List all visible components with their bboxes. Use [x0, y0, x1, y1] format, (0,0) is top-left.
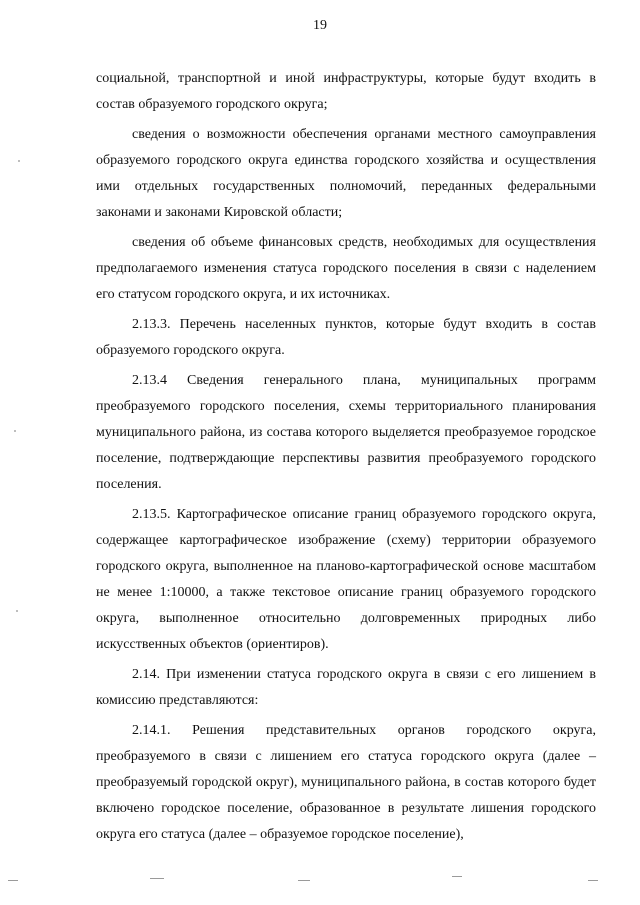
- scan-artifact: [150, 878, 164, 879]
- paragraph-2-14: 2.14. При изменении статуса городского округа в связи с его лишением в комиссию представляются:: [96, 667, 596, 708]
- document-body: [96, 66, 596, 852]
- page-number: 19: [313, 18, 327, 33]
- paragraph-infrastructure-continuation: социальной, транспортной и иной инфраструктуры, которые будут входить в состав образуемого городского округа;: [96, 71, 596, 112]
- scan-artifact: [588, 880, 598, 881]
- scan-artifact: [298, 880, 310, 881]
- paragraph-2-14-1: 2.14.1. Решения представительных органов городского округа, преобразуемого в связи с лишением его статуса городского округа (далее – преобразуемый городской округ), муниципального района, в состав которого будет включено городское поселение, образованное в результате лишения городского округа его статуса (далее – образуемое городское поселение),: [96, 723, 596, 842]
- scan-artifact: [452, 876, 462, 877]
- paragraph-2-13-5: 2.13.5. Картографическое описание границ образуемого городского округа, содержащее картографическое изображение (схему) территории образуемого городского округа, выполненное на планово-картографической основе масштабом не менее 1:10000, а также текстовое описание границ образуемого городского округа, выполненное относительно долговременных природных либо искусственных объектов (ориентиров).: [96, 507, 596, 652]
- paragraph-2-13-4: 2.13.4 Сведения генерального плана, муниципальных программ преобразуемого городского поселения, схемы территориального планирования муниципального района, из состава которого выделяется преобразуемое городское поселение, подтверждающие перспективы развития преобразуемого городского поселения.: [96, 373, 596, 492]
- scan-artifact: [18, 160, 20, 162]
- scan-artifact: [16, 610, 18, 612]
- paragraph-2-13-3: 2.13.3. Перечень населенных пунктов, которые будут входить в состав образуемого городского округа.: [96, 317, 596, 358]
- scan-artifact: [8, 880, 18, 881]
- scan-artifact: [14, 430, 16, 432]
- paragraph-financial-info: сведения об объеме финансовых средств, необходимых для осуществления предполагаемого изменения статуса городского поселения в связи с наделением его статусом городского округа, и их источниках.: [96, 235, 596, 302]
- paragraph-self-government-info: сведения о возможности обеспечения органами местного самоуправления образуемого городского округа единства городского хозяйства и осуществления ими отдельных государственных полномочий, переданных федеральными законами и законами Кировской области;: [96, 127, 596, 220]
